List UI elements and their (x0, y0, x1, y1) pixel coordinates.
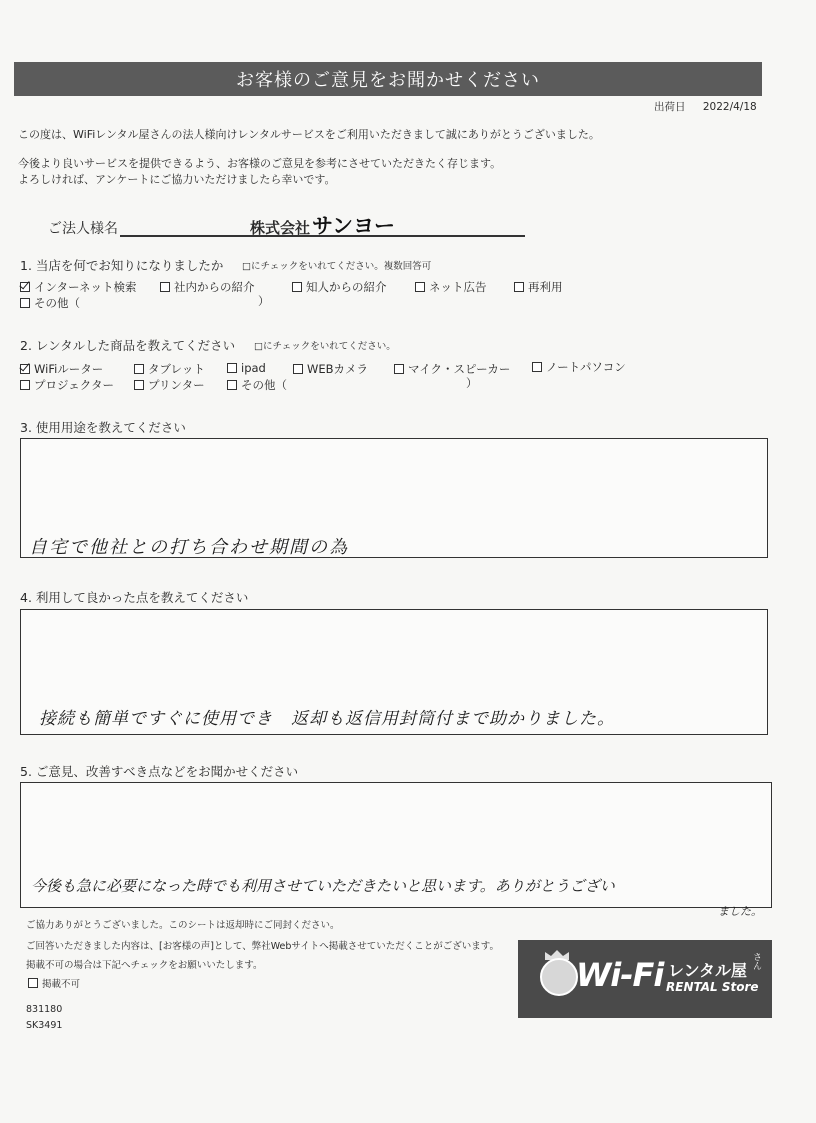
q3-answer-text: 自宅で他社との打ち合わせ期間の為 (29, 537, 349, 558)
q5-title: 5. ご意見、改善すべき点などをお聞かせください (20, 764, 299, 779)
checkbox-icon[interactable] (394, 364, 404, 374)
q3-answer-box[interactable] (20, 438, 768, 558)
q2-option-wifi-router[interactable]: WiFiルーター (20, 361, 103, 377)
corporate-name-underline (120, 235, 525, 237)
checkbox-icon[interactable] (160, 282, 170, 292)
corporate-name-stamp: サンヨー (312, 214, 395, 238)
q4-answer-box[interactable] (20, 609, 768, 735)
checkbox-icon[interactable] (227, 363, 237, 373)
q1-title: 1. 当店を何でお知りになりましたか (20, 258, 224, 273)
checkbox-icon[interactable] (20, 364, 30, 374)
q2-option-web-camera[interactable]: WEBカメラ (293, 361, 368, 377)
q1-option-web-ad[interactable]: ネット広告 (415, 279, 487, 295)
q4-title: 4. 利用して良かった点を教えてください (20, 590, 249, 605)
optout-checkbox[interactable]: 掲載不可 (28, 976, 80, 990)
q5-answer-box[interactable] (20, 782, 772, 908)
logo-en-text: RENTAL Store (666, 980, 759, 994)
corporate-name-prefix: 株式会社 (250, 219, 311, 237)
logo-san-text: さん (751, 952, 761, 970)
checkbox-icon[interactable] (415, 282, 425, 292)
q2-option-tablet[interactable]: タブレット (134, 361, 205, 377)
footer-code-2: SK3491 (26, 1020, 63, 1031)
checkbox-icon[interactable] (20, 380, 30, 390)
footer-code-1: 831180 (26, 1004, 63, 1015)
ship-date-label: 出荷日 (654, 101, 686, 113)
q2-option-ipad[interactable]: ipad (227, 361, 266, 375)
checkbox-icon[interactable] (514, 282, 524, 292)
checkbox-icon[interactable] (134, 380, 144, 390)
q1-option-internet-search[interactable]: インターネット検索 (20, 279, 136, 295)
ship-date-value: 2022/4/18 (702, 101, 757, 113)
q4-answer-text: 接続も簡単ですぐに使用でき 返却も返信用封筒付まで助かりました。 (39, 709, 615, 729)
logo-wifi-text: Wi-Fi (576, 956, 664, 994)
intro-line-3: よろしければ、アンケートにご協力いただけましたら幸いです。 (18, 173, 336, 186)
mascot-icon (540, 958, 578, 996)
checkbox-icon[interactable] (292, 282, 302, 292)
checkbox-icon[interactable] (134, 364, 144, 374)
q2-option-mic-speaker[interactable]: マイク・スピーカー (394, 361, 510, 377)
page-title-text: お客様のご意見をお聞かせください (236, 70, 540, 91)
q2-option-printer[interactable]: プリンター (134, 377, 205, 393)
q3-title: 3. 使用用途を教えてください (20, 420, 186, 435)
footer-optout-note: 掲載不可の場合は下記へチェックをお願いいたします。 (26, 960, 263, 971)
intro-line-1: この度は、WiFiレンタル屋さんの法人様向けレンタルサービスをご利用いただきまして誠にありがとうございました。 (18, 128, 600, 141)
intro-line-2: 今後より良いサービスを提供できるよう、お客様のご意見を参考にさせていただきたく存じます。 (18, 157, 502, 170)
q5-answer-text: 今後も急に必要になった時でも利用させていただきたいと思います。ありがとうござい (31, 877, 615, 895)
checkbox-icon[interactable] (532, 362, 542, 372)
company-logo (518, 940, 772, 1018)
checkbox-icon[interactable] (20, 282, 30, 292)
q5-answer-text-line2: ました。 (718, 905, 762, 918)
logo-jp-text: レンタル屋 (668, 961, 747, 980)
q2-other-close: ） (466, 376, 478, 390)
q1-option-acquaintance-referral[interactable]: 知人からの紹介 (292, 279, 387, 295)
q2-instruction: □にチェックをいれてください。 (254, 341, 396, 352)
q1-option-internal-referral[interactable]: 社内からの紹介 (160, 279, 255, 295)
q2-option-projector[interactable]: プロジェクター (20, 377, 114, 393)
q2-title: 2. レンタルした商品を教えてください (20, 338, 236, 353)
q1-instruction: □にチェックをいれてください。複数回答可 (242, 261, 432, 272)
q1-other-close: ） (258, 294, 270, 308)
q2-option-laptop[interactable]: ノートパソコン (532, 359, 626, 375)
checkbox-icon[interactable] (293, 364, 303, 374)
corporate-name-label: ご法人様名 (48, 221, 118, 237)
checkbox-icon[interactable] (20, 298, 30, 308)
footer-publish-note: ご回答いただきました内容は、[お客様の声]として、弊社Webサイトへ掲載させていただくことがございます。 (26, 941, 500, 952)
page-title (14, 62, 762, 96)
footer-thanks: ご協力ありがとうございました。このシートは返却時にご同封ください。 (26, 920, 340, 931)
ship-date (654, 99, 757, 114)
q1-option-other[interactable]: その他（ (20, 295, 80, 311)
checkbox-icon[interactable] (28, 978, 38, 988)
q1-option-reuse[interactable]: 再利用 (514, 279, 563, 295)
checkbox-icon[interactable] (227, 380, 237, 390)
q2-option-other[interactable]: その他（ (227, 377, 287, 393)
